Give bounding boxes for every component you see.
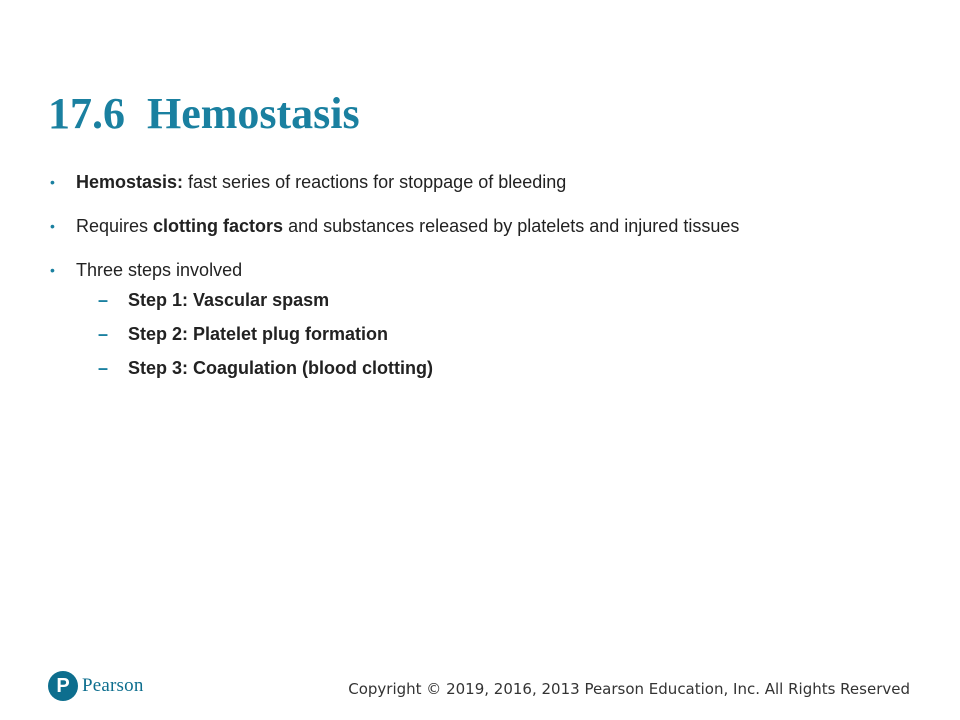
bullet-icon: • [50, 174, 55, 190]
steps-list [76, 288, 930, 380]
copyright-notice: Copyright © 2019, 2016, 2013 Pearson Education, Inc. All Rights Reserved [348, 680, 910, 698]
pearson-logo [48, 669, 144, 703]
dash-icon: – [98, 358, 109, 378]
bullet-text: fast series of reactions for stoppage of bleeding [183, 172, 567, 192]
bullet-text-pre: Requires [76, 216, 154, 236]
pearson-mark-icon: P [48, 671, 78, 701]
dash-icon: – [98, 290, 109, 310]
pearson-wordmark: Pearson [82, 675, 144, 696]
slide-title: 17.6 Hemostasis [48, 89, 360, 138]
term-clotting-factors: clotting factors [153, 216, 284, 236]
term-hemostasis: Hemostasis: [76, 172, 184, 192]
bullet-text-post: and substances released by platelets and injured tissues [283, 216, 740, 236]
bullet-icon: • [50, 218, 55, 234]
bullet-list [50, 168, 930, 390]
step-item [76, 322, 930, 346]
step-text: Step 1: Vascular spasm [128, 290, 330, 310]
bullet-item [50, 168, 930, 196]
step-item [76, 288, 930, 312]
bullet-item [50, 212, 930, 240]
bullet-icon: • [50, 262, 55, 278]
bullet-text: Three steps involved [76, 260, 243, 280]
dash-icon: – [98, 324, 109, 344]
bullet-item [50, 256, 930, 380]
step-text: Step 2: Platelet plug formation [128, 324, 389, 344]
step-item [76, 356, 930, 380]
step-text: Step 3: Coagulation (blood clotting) [128, 358, 433, 378]
